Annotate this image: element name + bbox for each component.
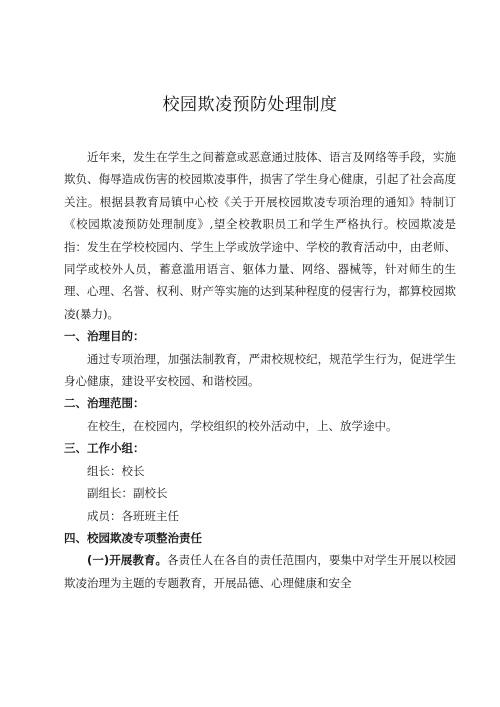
section-heading-responsibility: 四、校园欺凌专项整治责任: [64, 530, 202, 545]
intro-paragraph: 近年来，发生在学生之间蓄意或恶意通过肢体、语言及网络等手段，实施欺负、侮辱造成伤害的校园欺凌事件，损害了学生身心健康，引起了社会高度关注。根据县教育局镇中心校《关于开展校园欺凌专项治理的通知》特制订《校园欺凌预防处理制度》,望全校教职员工和学生严格执行。校园欺凌是指：发生在学校校园内、学生上学或放学途中、学校的教育活动中，由老师、同学或校外人员，蓄意滥用语言、躯体力量、网络、器械等，针对师生的生理、心理、名誉、权利、财产等实施的达到某种程度的侵害行为，都算校园欺凌(暴力)。: [64, 150, 456, 321]
section-text-purpose: 通过专项治理，加强法制教育，严肃校规校纪，规范学生行为，促进学生身心健康，建设平安校园、和谐校园。: [64, 351, 456, 389]
responsibility-lead: (一)开展教育。: [87, 553, 168, 568]
section-heading-scope: 二、治理范围：: [64, 396, 145, 411]
responsibility-text: 各责任人在各自的责任范围内，要集中对学生开展以校园欺凌治理为主题的专题教育，开展品德、心理健康和安全: [64, 553, 457, 590]
section-heading-team: 三、工作小组：: [64, 441, 145, 456]
team-deputy-line: 副组长：副校长: [87, 486, 168, 501]
team-leader-line: 组长：校长: [87, 463, 145, 478]
section-text-scope: 在校生，在校园内，学校组织的校外活动中，上、放学途中。: [87, 418, 398, 433]
document-title: 校园欺凌预防处理制度: [162, 95, 338, 115]
section-heading-purpose: 一、治理目的：: [64, 329, 145, 344]
document-body: [64, 146, 456, 594]
team-members-line: 成员：各班班主任: [87, 508, 179, 523]
section-text-responsibility: [64, 549, 456, 594]
